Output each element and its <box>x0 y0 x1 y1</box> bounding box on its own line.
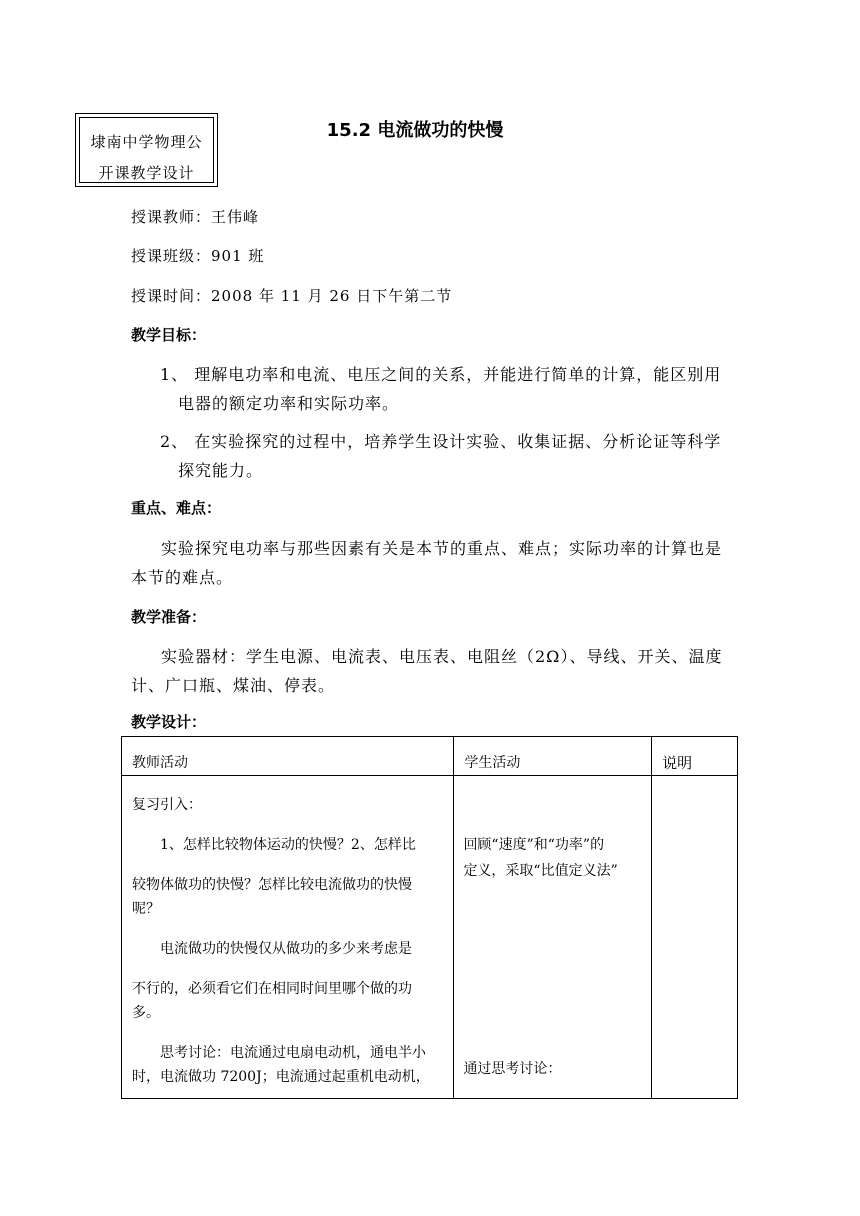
teacher-line-2: 1、怎样比较物体运动的快慢？2、怎样比 <box>160 837 416 853</box>
time-line: 授课时间：2008 年 11 月 26 日下午第二节 <box>131 287 453 305</box>
header-box-line2: 开课教学设计 <box>98 164 195 182</box>
note-cell <box>652 776 738 1099</box>
preparation-line2: 计、广口瓶、煤油、停表。 <box>131 676 336 695</box>
header-box-line1: 埭南中学物理公 <box>90 133 203 151</box>
teacher-line-3: 较物体做功的快慢？怎样比较电流做功的快慢 <box>132 877 412 893</box>
teacher-line-8: 思考讨论：电流通过电扇电动机，通电半小 <box>160 1045 426 1061</box>
objective-1-line1: 1、 理解电功率和电流、电压之间的关系，并能进行简单的计算，能区别用 <box>160 365 722 384</box>
student-line-2: 定义，采取“比值定义法” <box>463 863 618 879</box>
teacher-line-5: 电流做功的快慢仅从做功的多少来考虑是 <box>160 941 412 957</box>
teacher-line-4: 呢？ <box>132 901 160 917</box>
class-line: 授课班级：901 班 <box>131 247 265 265</box>
header-box-inner <box>79 117 214 183</box>
student-activity-cell <box>454 776 652 1099</box>
objective-2-line1: 2、 在实验探究的过程中，培养学生设计实验、收集证据、分析论证等科学 <box>160 432 722 451</box>
teacher-line: 授课教师：王伟峰 <box>131 208 260 226</box>
preparation-heading: 教学准备： <box>131 608 207 626</box>
student-line-3: 通过思考讨论： <box>463 1061 562 1077</box>
header-box <box>75 113 218 187</box>
teacher-line-1: 复习引入： <box>132 797 202 813</box>
column-header-student: 学生活动 <box>454 737 652 776</box>
column-header-teacher: 教师活动 <box>122 737 454 776</box>
keypoints-heading: 重点、难点： <box>131 499 222 517</box>
objective-2-line2: 探究能力。 <box>178 461 264 480</box>
objective-1-line2: 电器的额定功率和实际功率。 <box>178 394 400 413</box>
teacher-line-7: 多。 <box>132 1005 160 1021</box>
keypoints-line2: 本节的难点。 <box>131 568 234 587</box>
objectives-heading: 教学目标： <box>131 326 207 344</box>
design-table-row <box>122 776 738 1099</box>
column-header-note: 说明 <box>652 737 738 776</box>
student-line-1: 回顾“速度”和“功率”的 <box>463 837 605 853</box>
design-table-header-row <box>122 737 738 776</box>
keypoints-line1: 实验探究电功率与那些因素有关是本节的重点、难点；实际功率的计算也是 <box>161 539 723 558</box>
design-heading: 教学设计： <box>131 713 207 731</box>
design-table <box>121 736 738 1099</box>
preparation-line1: 实验器材：学生电源、电流表、电压表、电阻丝（2Ω）、导线、开关、温度 <box>161 647 723 666</box>
teacher-line-6: 不行的，必须看它们在相同时间里哪个做的功 <box>132 981 412 997</box>
teacher-line-9: 时，电流做功 7200J；电流通过起重机电动机， <box>132 1069 430 1085</box>
document-title: 15.2 电流做功的快慢 <box>326 120 504 141</box>
teacher-activity-cell <box>122 776 454 1099</box>
